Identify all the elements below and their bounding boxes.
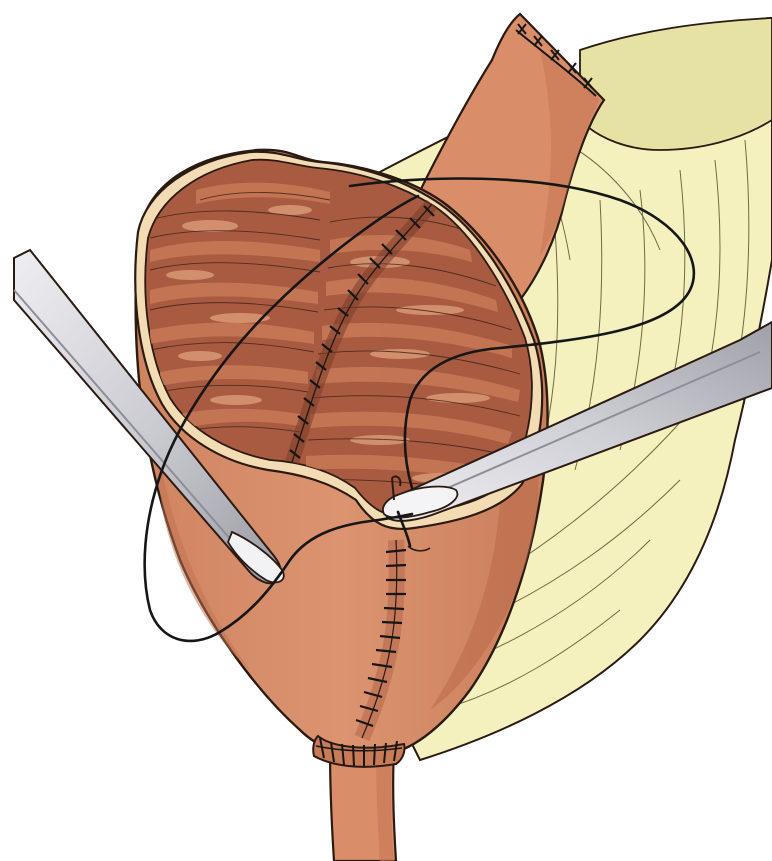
mesentery-fold: [580, 18, 772, 150]
